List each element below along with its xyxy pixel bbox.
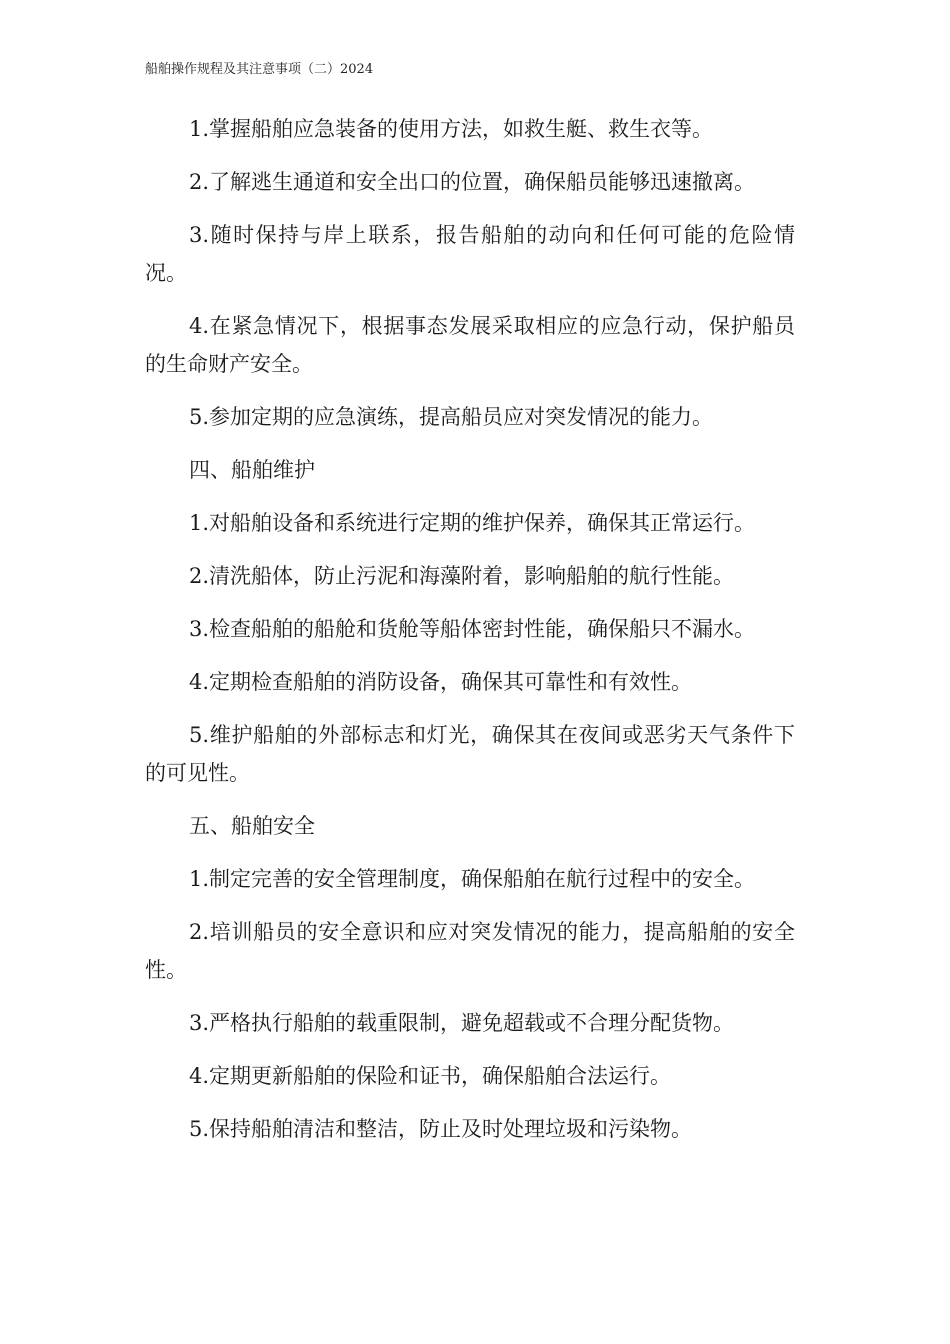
- paragraph: 5.参加定期的应急演练，提高船员应对突发情况的能力。: [189, 405, 714, 429]
- paragraph: 2.清洗船体，防止污泥和海藻附着，影响船舶的航行性能。: [189, 564, 735, 588]
- section-heading: 四、船舶维护: [189, 458, 315, 482]
- paragraph: 2.了解逃生通道和安全出口的位置，确保船员能够迅速撤离。: [189, 170, 756, 194]
- running-header: 船舶操作规程及其注意事项（二）2024: [145, 62, 374, 77]
- paragraph: 4.定期更新船舶的保险和证书，确保船舶合法运行。: [189, 1064, 672, 1088]
- document-body: [145, 110, 795, 1163]
- paragraph: 1.对船舶设备和系统进行定期的维护保养，确保其正常运行。: [189, 511, 756, 535]
- paragraph: 1.制定完善的安全管理制度，确保船舶在航行过程中的安全。: [189, 867, 756, 891]
- paragraph: 3.随时保持与岸上联系，报告船舶的动向和任何可能的危险情况。: [145, 223, 795, 285]
- paragraph: 3.严格执行船舶的载重限制，避免超载或不合理分配货物。: [189, 1011, 735, 1035]
- paragraph: 1.掌握船舶应急装备的使用方法，如救生艇、救生衣等。: [189, 117, 714, 141]
- paragraph: 3.检查船舶的船舱和货舱等船体密封性能，确保船只不漏水。: [189, 617, 756, 641]
- paragraph: 5.维护船舶的外部标志和灯光，确保其在夜间或恶劣天气条件下的可见性。: [145, 723, 795, 785]
- paragraph: 5.保持船舶清洁和整洁，防止及时处理垃圾和污染物。: [189, 1117, 693, 1141]
- paragraph: 2.培训船员的安全意识和应对突发情况的能力，提高船舶的安全性。: [145, 920, 795, 982]
- paragraph: 4.定期检查船舶的消防设备，确保其可靠性和有效性。: [189, 670, 693, 694]
- section-heading: 五、船舶安全: [189, 814, 315, 838]
- paragraph: 4.在紧急情况下，根据事态发展采取相应的应急行动，保护船员的生命财产安全。: [145, 314, 795, 376]
